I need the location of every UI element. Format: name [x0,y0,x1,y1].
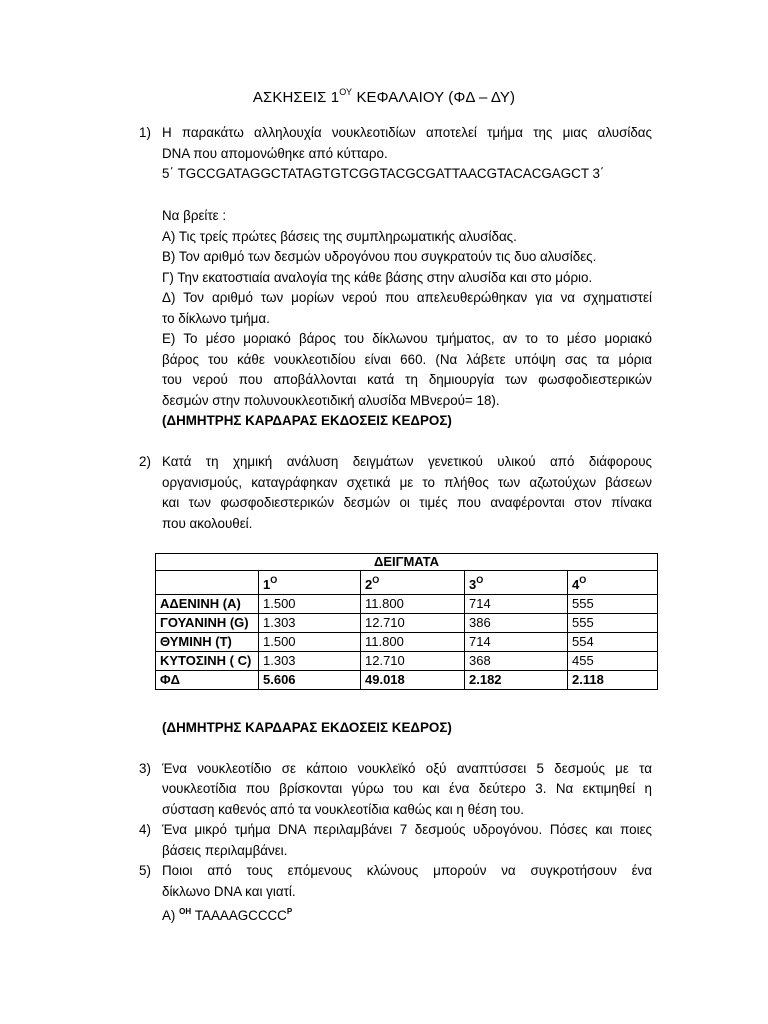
q4-line-2: βάσεις περιλαμβάνει. [162,843,288,858]
q2-line-3: και των φωσφοδιεστερικών δεσμών οι τιμές που αναφέρονται στον πίνακα [162,495,652,510]
q2-line-4: που ακολουθεί. [162,516,253,531]
table-column-row [156,571,658,595]
title-rest: ΚΕΦΑΛΑΙΟΥ (ΦΔ – ΔΥ) [352,89,516,106]
table-cell: 11.800 [361,633,465,652]
q3-line-2: νουκλεοτίδια που βρίσκονται γύρω του και ένα δεύτερο 3. Να εκτιμηθεί η [162,781,652,796]
q1-line-find: Να βρείτε : [162,208,227,223]
table-row [156,633,658,652]
q1-item-d-2: το δίκλωνο τμήμα. [162,311,270,326]
table-cell: 1.303 [259,652,361,671]
q1-line-1: Η παρακάτω αλληλουχία νουκλεοτιδίων αποτελεί τμήμα της μιας αλυσίδας [162,125,652,140]
table-cell: 714 [465,633,568,652]
table-cell: 555 [568,595,658,614]
q5-option-a: Α) $^{OH}$ $TAAAAGCCCC^P$ [162,907,293,923]
q1-item-b: Β) Τον αριθμό των δεσμών υδρογόνου που συγκρατούν τις δυο αλυσίδες. [162,249,597,264]
table-cell: 1.500 [259,633,361,652]
q1-item-e-3: του νερού που αποβάλλονται κατά τη δημιουργία των φωσφοδιεστερικών [162,372,652,387]
title-superscript: ΟΥ [339,87,353,97]
q1-item-c: Γ) Την εκατοστιαία αναλογία της κάθε βάσης στην αλυσίδα και στο μόριο. [162,270,593,285]
title-main: ΑΣΚΗΣΕΙΣ 1 [252,89,340,106]
row-label: ΚΥΤΟΣΙΝΗ ( C) [156,652,259,671]
table-corner-cell [156,571,259,595]
q1-item-d-1: Δ) Τον αριθμό των μορίων νερού που απελευθερώθηκαν για να σχηματιστεί [162,290,652,305]
table-header: ΔΕΙΓΜΑΤΑ [156,554,658,571]
q1-item-e-2: βάρος του κάθε νουκλεοτιδίου είναι 660. (Να λάβετε υπόψη σας τα μόρια [162,352,652,367]
q1-sequence: 5΄ TGCCGATAGGCTATAGTGTCGGTACGCGATTAACGTACACGAGCT 3΄ [162,166,605,181]
table-cell: 12.710 [361,652,465,671]
table-cell: 1.303 [259,614,361,633]
question-3-number: 3) [139,761,151,776]
q1-line-2: DNA που απομονώθηκε από κύτταρο. [162,146,388,161]
table-row [156,614,658,633]
q5-line-1: Ποιοι από τους επόμενους κλώνους μπορούν να συγκροτήσουν ένα [162,863,652,878]
q5-line-2: δίκλωνο DNA και γιατί. [162,884,296,899]
table-cell: 368 [465,652,568,671]
table-cell: 49.018 [361,671,465,690]
table-row [156,652,658,671]
question-4-number: 4) [139,822,151,837]
table-cell: 455 [568,652,658,671]
q2-line-2: οργανισμούς, καταγράφηκαν σχετικά με το πλήθος των αζωτούχων βάσεων [162,475,652,490]
table-cell: 5.606 [259,671,361,690]
q2-source: (ΔΗΜΗΤΡΗΣ ΚΑΡΔΑΡΑΣ ΕΚΔΟΣΕΙΣ ΚΕΔΡΟΣ) [162,720,452,735]
column-3-header: $3^O$ [465,571,568,595]
q1-item-e-4: δεσμών στην πολυνουκλεοτιδική αλυσίδα ΜΒνερού= 18). [162,393,500,408]
table-cell: 11.800 [361,595,465,614]
question-2-number: 2) [139,454,151,469]
table-cell: 2.182 [465,671,568,690]
table-cell: 386 [465,614,568,633]
q1-item-a: Α) Τις τρείς πρώτες βάσεις της συμπληρωματικής αλυσίδας. [162,229,517,244]
table-cell: 12.710 [361,614,465,633]
q3-line-1: Ένα νουκλεοτίδιο σε κάποιο νουκλεϊκό οξύ αναπτύσσει 5 δεσμούς με τα [162,761,652,776]
row-label: ΦΔ [156,671,259,690]
phosphate-end: P [286,907,293,916]
row-label: ΑΔΕΝΙΝΗ (Α) [156,595,259,614]
page-title [0,87,768,106]
hydroxyl-end: ΟΗ [179,907,192,916]
q3-line-3: σύσταση καθενός από τα νουκλεοτίδια καθώς και η θέση του. [162,802,525,817]
column-2-header: $2^O$ [361,571,465,595]
table-cell: 714 [465,595,568,614]
column-1-header: $1^O$ [259,571,361,595]
question-1-number: 1) [139,125,151,140]
q1-item-e-1: Ε) Το μέσο μοριακό βάρος του δίκλωνου τμήματος, αν το το μέσο μοριακό [162,331,652,346]
samples-table [155,553,658,690]
row-label: ΓΟΥΑΝΙΝΗ (G) [156,614,259,633]
option-a-sequence: TAAAAGCCCC [191,908,287,923]
table-row [156,671,658,690]
row-label: ΘΥΜΙΝΗ (Τ) [156,633,259,652]
table-row [156,595,658,614]
table-cell: 554 [568,633,658,652]
column-4-header: $4^O$ [568,571,658,595]
q1-source: (ΔΗΜΗΤΡΗΣ ΚΑΡΔΑΡΑΣ ΕΚΔΟΣΕΙΣ ΚΕΔΡΟΣ) [162,413,452,428]
question-5-number: 5) [139,863,151,878]
table-cell: 1.500 [259,595,361,614]
q2-line-1: Κατά τη χημική ανάλυση δειγμάτων γενετικού υλικού από διάφορους [162,454,652,469]
q4-line-1: Ένα μικρό τμήμα DNA περιλαμβάνει 7 δεσμούς υδρογόνου. Πόσες και ποιες [162,822,652,837]
table-cell: 555 [568,614,658,633]
table-cell: 2.118 [568,671,658,690]
